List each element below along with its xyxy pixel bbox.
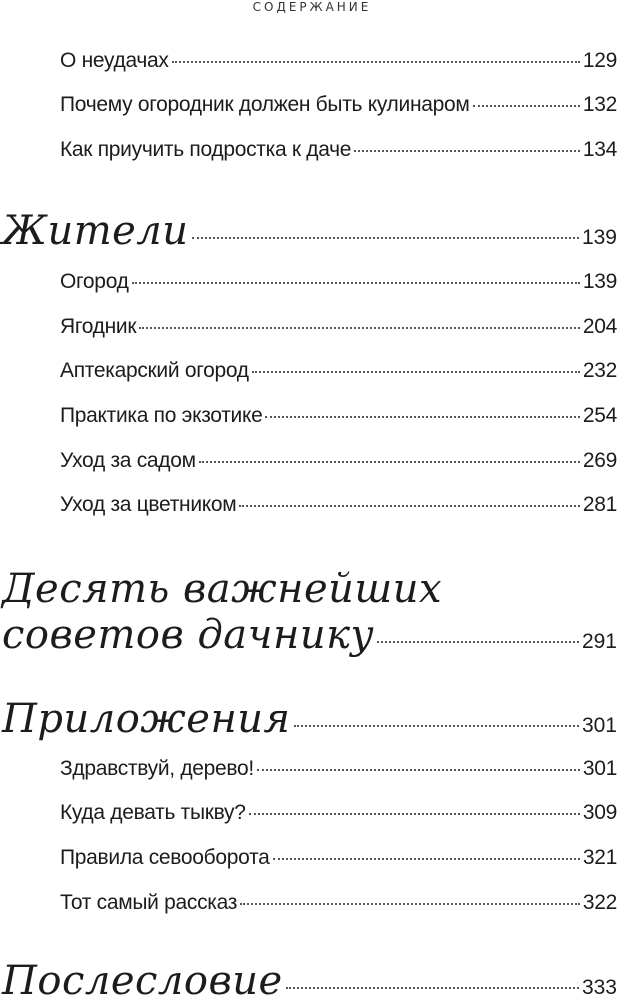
toc-entry[interactable]: [60, 845, 617, 871]
dot-leader: [273, 858, 580, 860]
toc-section-heading[interactable]: [2, 208, 617, 254]
section-title: Послесловие: [2, 958, 283, 1004]
toc-entry-page: 269: [582, 449, 617, 472]
toc-entry-page: 254: [582, 404, 617, 427]
toc-entry-title: Уход за садом: [60, 449, 196, 472]
toc-section-heading[interactable]: [2, 958, 617, 1004]
toc-entry[interactable]: [60, 269, 617, 295]
section-page: 301: [581, 714, 617, 737]
dot-leader: [354, 150, 580, 152]
toc-entry-title: Здравствуй, дерево!: [60, 757, 254, 780]
toc-entry[interactable]: [60, 314, 617, 340]
toc-entry-page: 132: [582, 93, 617, 116]
toc-entry-title: Огород: [60, 270, 129, 293]
toc-section-heading[interactable]: [2, 612, 617, 658]
toc-entry-page: 281: [582, 493, 617, 516]
toc-entry[interactable]: [60, 492, 617, 518]
toc-section-heading[interactable]: [2, 696, 617, 742]
dot-leader: [252, 371, 580, 373]
dot-leader: [239, 505, 579, 507]
dot-leader: [377, 641, 579, 643]
dot-leader: [192, 237, 579, 239]
toc-entry[interactable]: [60, 756, 617, 782]
toc-entry-page: 322: [582, 891, 617, 914]
section-title-line1: Десять важнейших: [2, 566, 443, 612]
toc-entry-page: 301: [582, 757, 617, 780]
dot-leader: [172, 61, 580, 63]
toc-entry[interactable]: [60, 800, 617, 826]
dot-leader: [139, 327, 580, 329]
section-page: 139: [581, 226, 617, 249]
toc-entry-title: О неудачах: [60, 49, 169, 72]
toc-entry-title: Как приучить подростка к даче: [60, 138, 352, 161]
section-title: Жители: [2, 208, 189, 254]
dot-leader: [265, 416, 579, 418]
section-title-line2: советов дачнику: [2, 612, 375, 658]
running-header: СОДЕРЖАНИЕ: [252, 0, 372, 14]
dot-leader: [286, 987, 579, 989]
toc-entry-page: 129: [582, 49, 617, 72]
toc-entry-title: Куда девать тыкву?: [60, 801, 246, 824]
toc-entry-page: 232: [582, 359, 617, 382]
dot-leader: [240, 903, 580, 905]
toc-entry-title: Правила севооборота: [60, 846, 270, 869]
dot-leader: [249, 813, 580, 815]
section-page: 291: [581, 630, 617, 653]
toc-entry-title: Практика по экзотике: [60, 404, 263, 427]
toc-entry[interactable]: [60, 358, 617, 384]
dot-leader: [257, 769, 580, 771]
toc-entry[interactable]: [60, 890, 617, 916]
toc-entry-title: Тот самый рассказ: [60, 891, 238, 914]
toc-entry[interactable]: [60, 448, 617, 474]
dot-leader: [473, 105, 580, 107]
toc-entry-page: 204: [582, 315, 617, 338]
dot-leader: [132, 282, 580, 284]
toc-entry[interactable]: [60, 137, 617, 163]
toc-entry-title: Почему огородник должен быть кулинаром: [60, 93, 470, 116]
dot-leader: [294, 725, 579, 727]
toc-entry[interactable]: [60, 92, 617, 118]
toc-entry-page: 134: [582, 138, 617, 161]
toc-entry[interactable]: [60, 48, 617, 74]
toc-entry-page: 139: [582, 270, 617, 293]
section-page: 333: [581, 976, 617, 999]
toc-entry-title: Ягодник: [60, 315, 137, 338]
dot-leader: [199, 461, 580, 463]
section-title: Приложения: [2, 696, 291, 742]
toc-entry-title: Аптекарский огород: [60, 359, 249, 382]
toc-entry-page: 309: [582, 801, 617, 824]
toc-entry-page: 321: [582, 846, 617, 869]
toc-entry-title: Уход за цветником: [60, 493, 237, 516]
toc-entry[interactable]: [60, 403, 617, 429]
